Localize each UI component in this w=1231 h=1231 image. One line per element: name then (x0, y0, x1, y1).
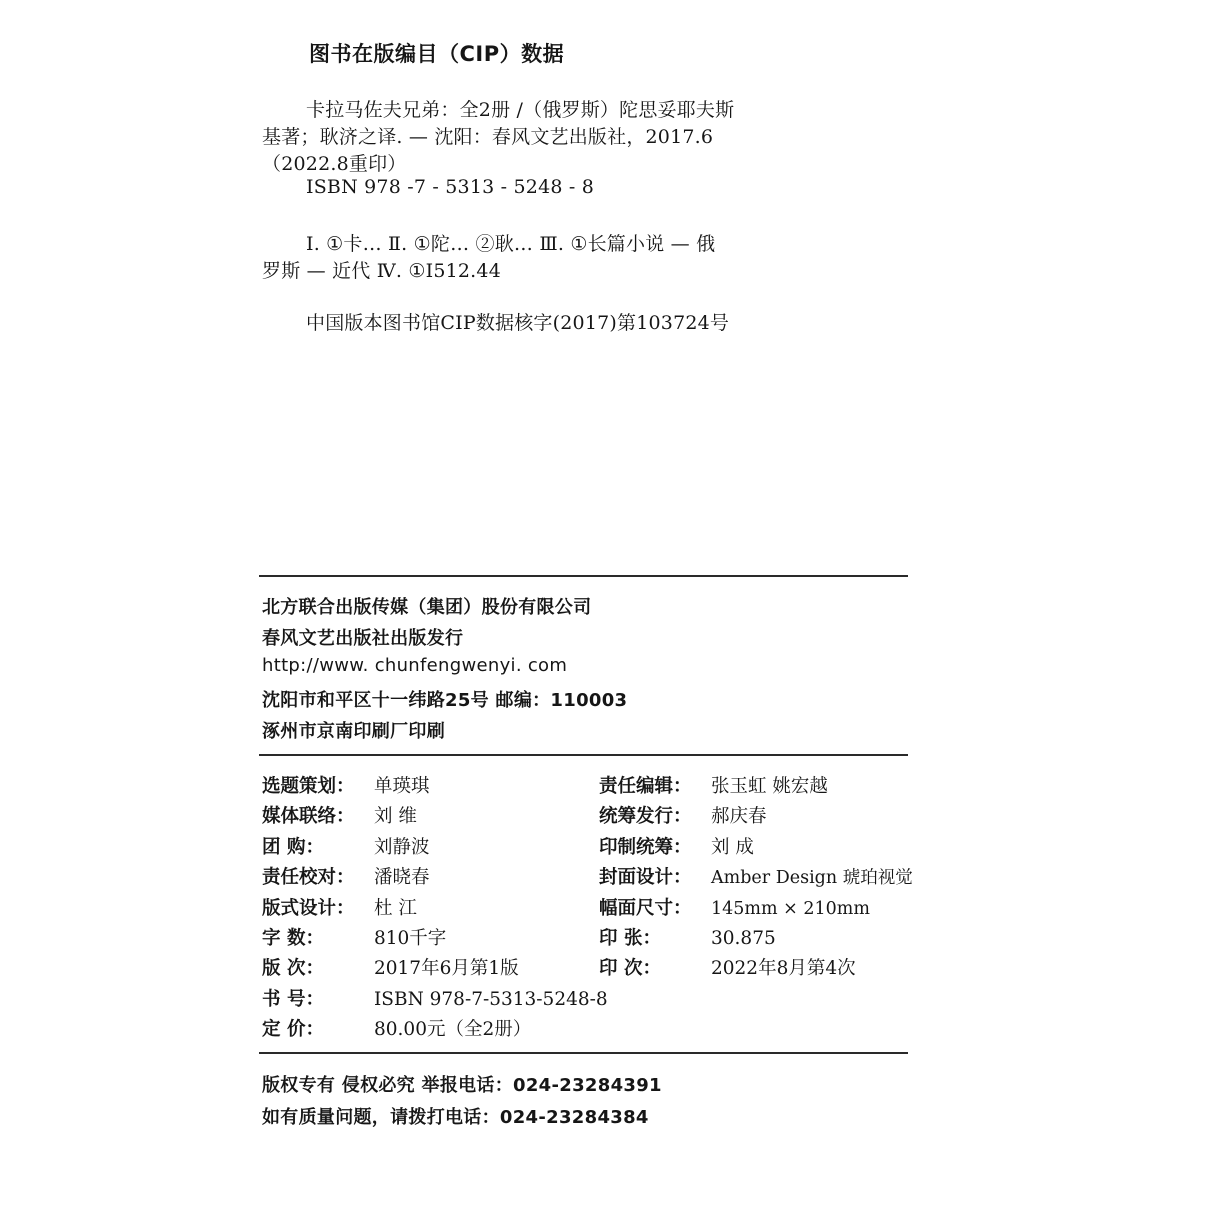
credit-label: 定 价： (262, 1019, 324, 1040)
credit-value: 潘晓春 (374, 867, 430, 888)
credit-row (262, 1015, 531, 1041)
credit-row (599, 833, 754, 859)
credit-value: 张玉虹 姚宏越 (711, 776, 828, 797)
credit-row (599, 954, 856, 980)
credit-label: 印 次： (599, 958, 661, 979)
credit-label: 幅面尺寸： (599, 898, 692, 919)
credit-value: 刘 维 (374, 806, 417, 827)
credit-row (599, 924, 776, 950)
credit-label: 责任校对： (262, 867, 355, 888)
credit-value: 2017年6月第1版 (374, 958, 519, 979)
credit-label: 责任编辑： (599, 776, 692, 797)
quality-hotline: 如有质量问题，请拨打电话：024-23284384 (262, 1107, 649, 1128)
credit-row (262, 954, 519, 980)
credit-label: 书 号： (262, 989, 324, 1010)
cip-isbn-line: ISBN 978 -7 - 5313 - 5248 - 8 (306, 176, 595, 198)
publisher-name: 春风文艺出版社出版发行 (262, 628, 464, 649)
credit-row (599, 863, 913, 889)
credit-value: ISBN 978-7-5313-5248-8 (374, 989, 608, 1010)
publisher-address: 沈阳市和平区十一纬路25号 邮编：110003 (262, 690, 628, 711)
credit-row (599, 894, 870, 920)
credit-value: 刘静波 (374, 837, 430, 858)
credit-label: 选题策划： (262, 776, 355, 797)
credit-row (599, 772, 828, 798)
divider-rule (259, 754, 908, 756)
credit-value: 杜 江 (374, 898, 417, 919)
cip-classification-line-1: Ⅰ. ①卡… Ⅱ. ①陀… ②耿… Ⅲ. ①长篇小说 — 俄 (306, 233, 716, 255)
cip-title: 图书在版编目（CIP）数据 (309, 42, 565, 66)
cip-classification-line-2: 罗斯 — 近代 Ⅳ. ①I512.44 (262, 260, 501, 282)
cip-record-line-3: （2022.8重印） (262, 153, 407, 175)
credit-value: Amber Design 琥珀视觉 (711, 868, 913, 888)
cip-record-line-1: 卡拉马佐夫兄弟：全2册 /（俄罗斯）陀思妥耶夫斯 (306, 99, 735, 121)
divider-rule (259, 575, 908, 577)
credit-label: 印 张： (599, 928, 661, 949)
credit-label: 版式设计： (262, 898, 355, 919)
credit-row (262, 863, 430, 889)
credit-value: 2022年8月第4次 (711, 958, 856, 979)
credit-label: 字 数： (262, 928, 324, 949)
credit-value: 80.00元（全2册） (374, 1019, 532, 1040)
credit-row (262, 894, 417, 920)
credit-label: 团 购： (262, 837, 324, 858)
credit-row (599, 802, 767, 828)
credit-value: 810千字 (374, 928, 447, 949)
credit-value: 刘 成 (711, 837, 754, 858)
credit-label: 媒体联络： (262, 806, 355, 827)
copyright-report-line: 版权专有 侵权必究 举报电话：024-23284391 (262, 1075, 662, 1096)
publisher-group: 北方联合出版传媒（集团）股份有限公司 (262, 597, 592, 618)
publisher-website: http://www. chunfengwenyi. com (262, 655, 568, 676)
cip-record-line-2: 基著；耿济之译. — 沈阳：春风文艺出版社，2017.6 (262, 126, 714, 148)
credit-value: 单瑛琪 (374, 776, 430, 797)
credit-row (262, 833, 430, 859)
credit-value: 30.875 (711, 928, 776, 949)
credit-row (262, 924, 446, 950)
credit-value: 145mm × 210mm (711, 899, 870, 919)
credit-row (262, 985, 608, 1011)
credit-label: 统筹发行： (599, 806, 692, 827)
credit-label: 封面设计： (599, 867, 692, 888)
printer-name: 涿州市京南印刷厂印刷 (262, 721, 445, 742)
credit-row (262, 802, 417, 828)
credit-label: 版 次： (262, 958, 324, 979)
credit-row (262, 772, 430, 798)
cip-registration-number: 中国版本图书馆CIP数据核字(2017)第103724号 (306, 312, 730, 334)
credit-value: 郝庆春 (711, 806, 767, 827)
divider-rule (259, 1052, 908, 1054)
credit-label: 印制统筹： (599, 837, 692, 858)
